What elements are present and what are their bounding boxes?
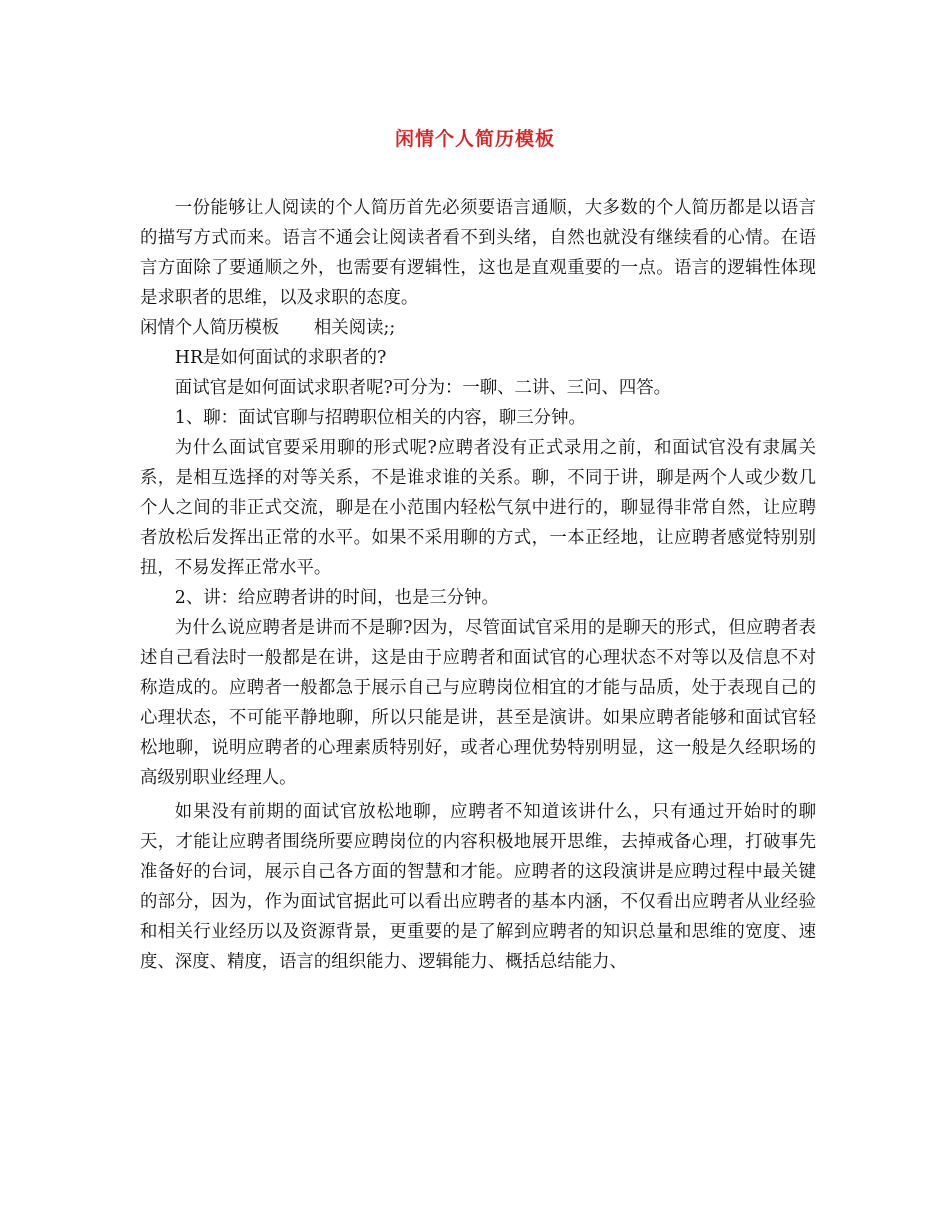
paragraph-hr-question: HR是如何面试的求职者的? [174, 348, 387, 368]
paragraph-step-chat: 1、聊：面试官聊与招聘职位相关的内容，聊三分钟。 [174, 408, 586, 428]
paragraph-related-reading: 闲情个人简历模板 相关阅读;; [140, 318, 396, 338]
paragraph-step-talk: 2、讲：给应聘者讲的时间，也是三分钟。 [174, 588, 499, 608]
document-body [140, 193, 816, 977]
paragraph-chat-explanation: 为什么面试官要采用聊的形式呢?应聘者没有正式录用之前，和面试官没有隶属关系，是相互选择的对等关系，不是谁求谁的关系。聊，不同于讲，聊是两个人或少数几个人之间的非正式交流，聊是在小范围内轻松气氛中进行的，聊显得非常自然，让应聘者放松后发挥出正常的水平。如果不采用聊的方式，一本正经地，让应聘者感觉特别别扭，不易发挥正常水平。 [140, 438, 816, 578]
document-title: 闲情个人简历模板 [394, 128, 555, 150]
paragraph-talk-continued: 如果没有前期的面试官放松地聊，应聘者不知道该讲什么，只有通过开始时的聊天，才能让应聘者围绕所要应聘岗位的内容积极地展开思维，去掉戒备心理，打破事先准备好的台词，展示自己各方面的智慧和才能。应聘者的这段演讲是应聘过程中最关键的部分，因为，作为面试官据此可以看出应聘者的基本内涵，不仅看出应聘者从业经验和相关行业经历以及资源背景，更重要的是了解到应聘者的知识总量和思维的宽度、速度、深度、精度，语言的组织能力、逻辑能力、概括总结能力、 [140, 802, 816, 972]
paragraph-talk-explanation: 为什么说应聘者是讲而不是聊?因为，尽管面试官采用的是聊天的形式，但应聘者表述自己看法时一般都是在讲，这是由于应聘者和面试官的心理状态不对等以及信息不对称造成的。应聘者一般都急于展示自己与应聘岗位相宜的才能与品质，处于表现自己的心理状态，不可能平静地聊，所以只能是讲，甚至是演讲。如果应聘者能够和面试官轻松地聊，说明应聘者的心理素质特别好，或者心理优势特别明显，这一般是久经职场的高级别职业经理人。 [140, 618, 816, 788]
paragraph-interview-steps: 面试官是如何面试求职者呢?可分为：一聊、二讲、三问、四答。 [174, 378, 672, 398]
paragraph-intro: 一份能够让人阅读的个人简历首先必须要语言通顺，大多数的个人简历都是以语言的描写方式而来。语言不通会让阅读者看不到头绪，自然也就没有继续看的心情。在语言方面除了要通顺之外，也需要有逻辑性，这也是直观重要的一点。语言的逻辑性体现是求职者的思维，以及求职的态度。 [140, 198, 816, 308]
